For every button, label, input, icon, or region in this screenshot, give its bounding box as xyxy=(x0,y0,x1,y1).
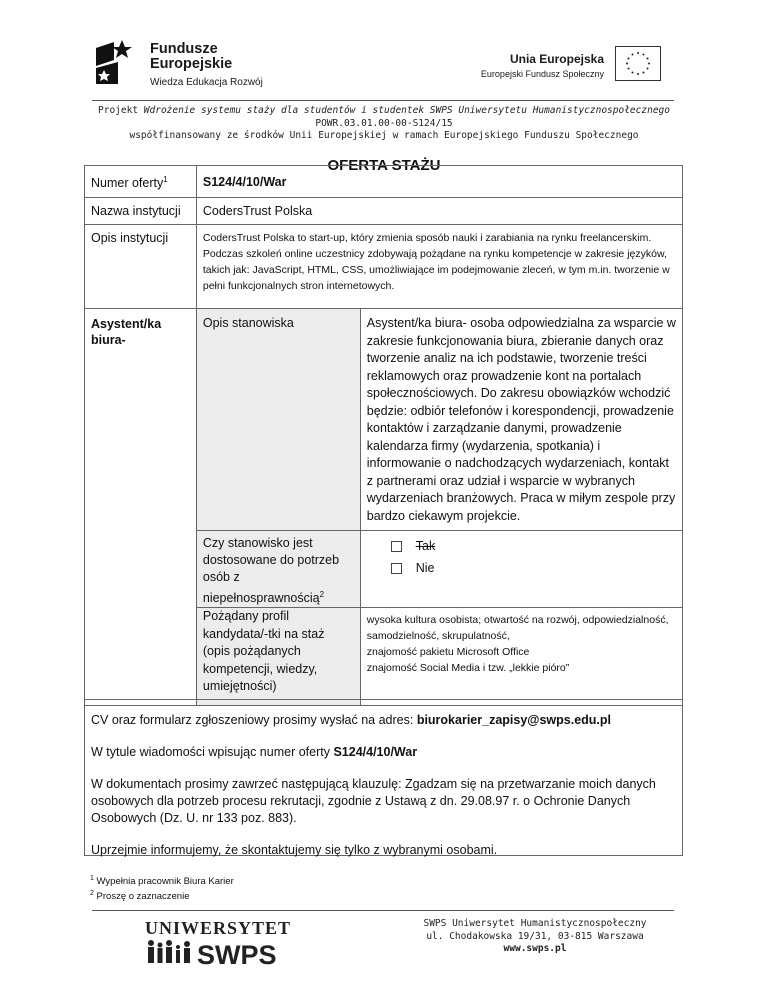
footnote-1-num: 1 xyxy=(90,875,94,882)
opis-value: CodersTrust Polska to start-up, który zmienia sposób nauki i zarabiania na rynku freelancerskim. Podczas szkoleń online uczestnicy zdobywają pożądane na rynku kompetencje w zakresie języków, takich jak: JavaScript, HTML, CSS, umożliwiające im podejmowanie zleceń, w tym m.in. tworzenie w pełni funkcjonalnych stron internetowych. xyxy=(196,225,682,309)
subject-instruction xyxy=(91,744,676,761)
project-prefix: Projekt xyxy=(98,105,144,116)
checkbox-icon[interactable] xyxy=(391,541,402,552)
eu-flag-icon xyxy=(615,46,661,81)
uni-line1: UNIWERSYTET xyxy=(145,918,292,938)
website-link[interactable]: www.swps.pl xyxy=(503,943,567,954)
footnote-1-text: Wypełnia pracownik Biura Karier xyxy=(96,876,234,888)
numer-value: S124/4/10/War xyxy=(196,166,682,198)
table-row-stanowisko xyxy=(85,309,683,531)
offer-table xyxy=(84,165,683,706)
fe-name-line2: Europejskie xyxy=(150,56,233,72)
disab-label: Czy stanowisko jest dostosowane do potrzeb osób z niepełnosprawnością xyxy=(202,536,340,606)
people-icon xyxy=(148,940,190,963)
fe-subtitle: Wiedza Edukacja Rozwój xyxy=(150,77,263,88)
gdpr-clause: W dokumentach prosimy zawrzeć następującą klauzulę: Zgadzam się na przetwarzanie moich danych osobowych dla potrzeb procesu rekrutacji, zgodnie z Ustawą z dn. 29.08.97 r. o Ochronie Danych Osobowych (Dz. U. nr 133 poz. 883). xyxy=(91,777,656,825)
profil-value-3: znajomość Social Media i tzw. „lekkie pióro” xyxy=(366,662,570,675)
disab-options xyxy=(360,531,682,608)
disab-footnote-ref: 2 xyxy=(319,590,325,599)
numer-label: Numer oferty xyxy=(91,176,164,191)
disab-label-cell xyxy=(196,531,360,608)
position-label: Asystent/ka biura- xyxy=(85,309,197,706)
table-row-numer xyxy=(85,166,683,198)
profil-value-1: wysoka kultura osobista; otwartość na rozwój, odpowiedzialność, samodzielność, skrupulatność, xyxy=(366,614,669,643)
opis-stan-value: Asystent/ka biura- osoba odpowiedzialna za wsparcie w zakresie funkcjonowania biura, zbieranie danych oraz tworzenie analiz na ich podstawie, tworzenie treści reklamowych oraz prowadzenie kont na portalach społecznościowych. Do zakresu obowiązków wchodzić będzie: odbiór telefonów i korespondencji, prowadzenie kontaktów i zarządzanie danymi, prowadzenie kalendarza firmy (wydarzenia, spotkania) i informowanie o nadchodzących wydarzeniach, kontakt z partnerami oraz udział i wsparcie w wybranych wydarzeniach branżowych. Praca w miłym zespole przy bardzo ciekawym projekcie. xyxy=(360,309,682,531)
footnote-2-text: Proszę o zaznaczenie xyxy=(96,891,190,903)
checkbox-icon[interactable] xyxy=(391,563,402,574)
cv-email-link[interactable]: biurokarier_zapisy@swps.edu.pl xyxy=(416,713,612,727)
option-nie-label: Nie xyxy=(415,561,435,575)
address-line2: ul. Chodakowska 19/31, 03-815 Warszawa xyxy=(426,930,644,942)
swps-logo-icon xyxy=(145,918,295,968)
eu-name: Unia Europejska xyxy=(509,52,604,66)
page-header xyxy=(0,0,768,95)
fundusze-europejskie-logo-icon xyxy=(92,38,148,88)
subject-code: S124/4/10/War xyxy=(333,745,418,759)
option-tak[interactable] xyxy=(391,535,676,557)
footer-address xyxy=(400,918,670,956)
option-nie[interactable] xyxy=(391,557,676,579)
eu-logo-text xyxy=(481,52,604,79)
cv-instruction xyxy=(91,712,676,729)
application-info xyxy=(84,699,683,856)
footnote-2 xyxy=(90,888,234,903)
footer-divider xyxy=(92,910,674,911)
project-info xyxy=(80,105,688,143)
profil-value-cell xyxy=(360,608,682,706)
project-funding: współfinansowany ze środków Unii Europejskiej w ramach Europejskiego Funduszu Społecznego xyxy=(129,130,639,141)
project-title-line xyxy=(80,105,688,118)
option-tak-label: Tak xyxy=(415,539,436,553)
footnote-1 xyxy=(90,873,234,888)
contact-note: Uprzejmie informujemy, że skontaktujemy się tylko z wybranymi osobami. xyxy=(91,843,498,857)
numer-footnote-ref: 1 xyxy=(163,175,168,184)
footnotes xyxy=(90,873,234,903)
opis-label: Opis instytucji xyxy=(85,225,197,309)
cv-text: CV oraz formularz zgłoszeniowy prosimy wysłać na adres: xyxy=(91,713,417,727)
profil-value-2: znajomość pakietu Microsoft Office xyxy=(366,646,530,659)
fe-logo-text xyxy=(150,42,263,88)
nazwa-value: CodersTrust Polska xyxy=(196,198,682,225)
opis-stan-label: Opis stanowiska xyxy=(196,309,360,531)
project-title: Wdrożenie systemu staży dla studentów i studentek SWPS Uniwersytetu Humanistycznospołecznego xyxy=(143,105,670,116)
page-title: OFERTA STAŻU xyxy=(327,157,441,174)
fe-name-line1: Fundusze xyxy=(150,41,218,57)
table-row-opis xyxy=(85,225,683,309)
address-line1: SWPS Uniwersytet Humanistycznospołeczny xyxy=(423,918,647,929)
table-row-nazwa xyxy=(85,198,683,225)
subject-text: W tytule wiadomości wpisując numer oferty xyxy=(91,745,334,759)
footnote-2-num: 2 xyxy=(90,890,94,898)
uni-line2: SWPS xyxy=(197,940,277,968)
nazwa-label: Nazwa instytucji xyxy=(85,198,197,225)
header-divider xyxy=(92,100,674,101)
project-code: POWR.03.01.00-00-S124/15 xyxy=(315,117,453,129)
eu-subtitle: Europejski Fundusz Społeczny xyxy=(480,69,604,79)
numer-label-cell xyxy=(85,166,197,198)
profil-label: Pożądany profil kandydata/-tki na staż (opis pożądanych kompetencji, wiedzy, umiejętności) xyxy=(196,608,360,706)
